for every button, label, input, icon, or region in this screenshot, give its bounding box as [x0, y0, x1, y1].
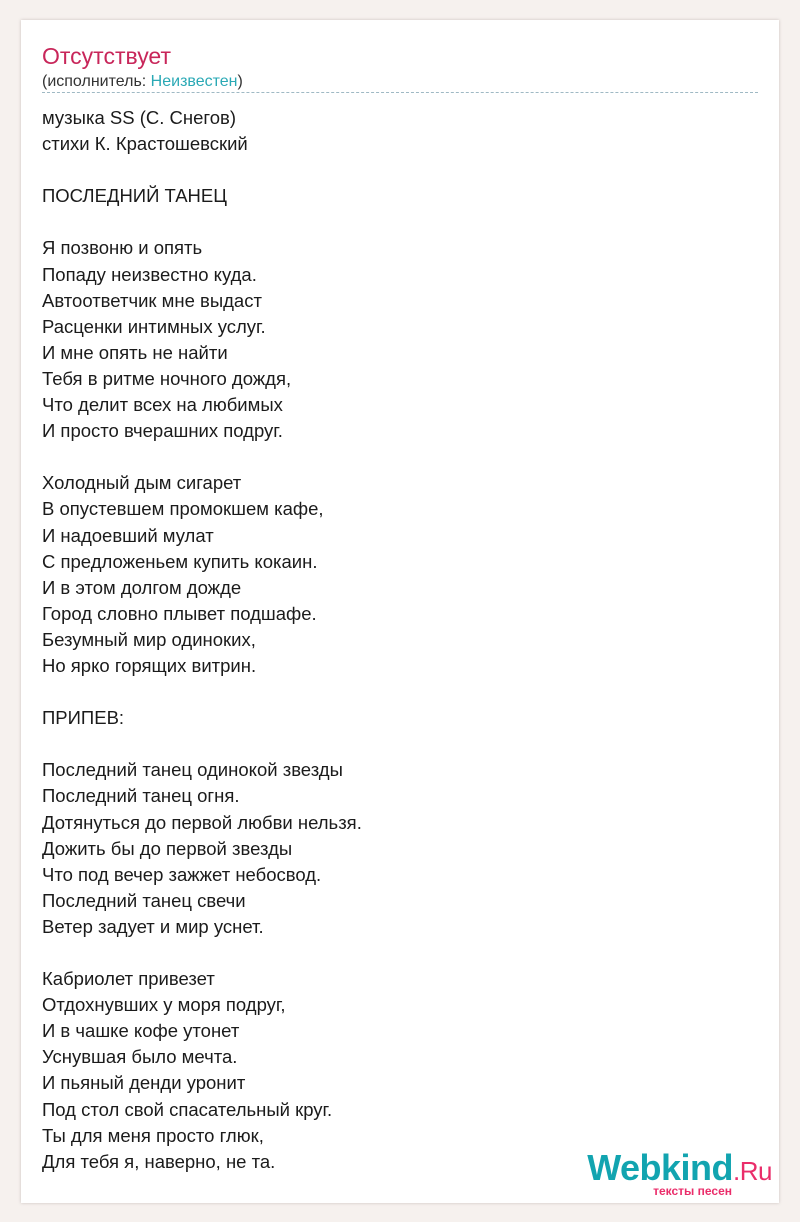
lyric-line: Отдохнувших у моря подруг, — [42, 994, 286, 1016]
lyric-line: Что делит всех на любимых — [42, 394, 283, 416]
lyric-line: Тебя в ритме ночного дождя, — [42, 367, 292, 389]
lyric-line: Безумный мир одиноких, — [42, 628, 256, 650]
lyric-line: Дожить бы до первой звезды — [42, 837, 293, 859]
logo-tagline: тексты песен — [653, 1184, 732, 1198]
lyric-line: Что под вечер зажжет небосвод. — [42, 863, 322, 885]
lyric-line: Но ярко горящих витрин. — [42, 654, 257, 676]
lyric-line: Уснувшая было мечта. — [42, 1046, 238, 1068]
lyric-line: Кабриолет привезет — [42, 968, 215, 990]
lyric-line: Ты для меня просто глюк, — [42, 1124, 264, 1146]
lyric-line: Холодный дым сигарет — [42, 472, 242, 494]
lyric-line: В опустевшем промокшем кафе, — [42, 498, 324, 520]
lyric-line: Под стол свой спасательный круг. — [42, 1098, 333, 1120]
song-title: Отсутствует — [42, 43, 171, 69]
lyric-line: И просто вчерашних подруг. — [42, 420, 283, 442]
lyric-line: И мне опять не найти — [42, 341, 228, 363]
lyric-line: Последний танец огня. — [42, 785, 240, 807]
lyric-line: стихи К. Крастошевский — [42, 133, 248, 155]
lyric-line — [42, 157, 758, 183]
lyric-line: Дотянуться до первой любви нельзя. — [42, 811, 362, 833]
lyric-line: Я позвоню и опять — [42, 237, 203, 259]
lyric-line — [42, 731, 758, 757]
lyric-line: Расценки интимных услуг. — [42, 315, 266, 337]
lyric-line: ПРИПЕВ: — [42, 707, 125, 729]
lyrics-card — [21, 20, 779, 1203]
lyric-line: И в чашке кофе утонет — [42, 1020, 240, 1042]
artist-prefix: (исполнитель: — [42, 73, 151, 90]
lyric-line: И пьяный денди уронит — [42, 1072, 246, 1094]
lyric-line: С предложеньем купить кокаин. — [42, 550, 318, 572]
lyric-line: Город словно плывет подшафе. — [42, 602, 317, 624]
artist-suffix: ) — [237, 73, 243, 90]
logo-brand-name: Webkind — [587, 1147, 734, 1188]
lyric-line: Для тебя я, наверно, не та. — [42, 1150, 276, 1172]
artist-line — [42, 72, 243, 92]
lyric-line: музыка SS (С. Снегов) — [42, 107, 236, 128]
lyrics-text — [42, 105, 758, 1175]
lyric-line: Попаду неизвестно куда. — [42, 263, 257, 285]
lyric-line: И надоевший мулат — [42, 524, 214, 546]
lyric-line — [42, 679, 758, 705]
lyric-line: Последний танец одинокой звезды — [42, 759, 343, 781]
artist-link[interactable]: Неизвестен — [150, 73, 238, 90]
lyric-line: Автоответчик мне выдаст — [42, 289, 262, 311]
lyric-line — [42, 444, 758, 470]
site-logo[interactable] — [582, 1148, 772, 1198]
lyric-line — [42, 940, 758, 966]
lyric-line: Последний танец свечи — [42, 889, 246, 911]
lyric-line: Ветер задует и мир уснет. — [42, 915, 264, 937]
lyric-line: ПОСЛЕДНИЙ ТАНЕЦ — [42, 185, 227, 207]
lyric-line: И в этом долгом дожде — [42, 576, 242, 598]
title-divider — [42, 92, 758, 93]
lyric-line — [42, 209, 758, 235]
logo-tld: .Ru — [733, 1156, 772, 1186]
